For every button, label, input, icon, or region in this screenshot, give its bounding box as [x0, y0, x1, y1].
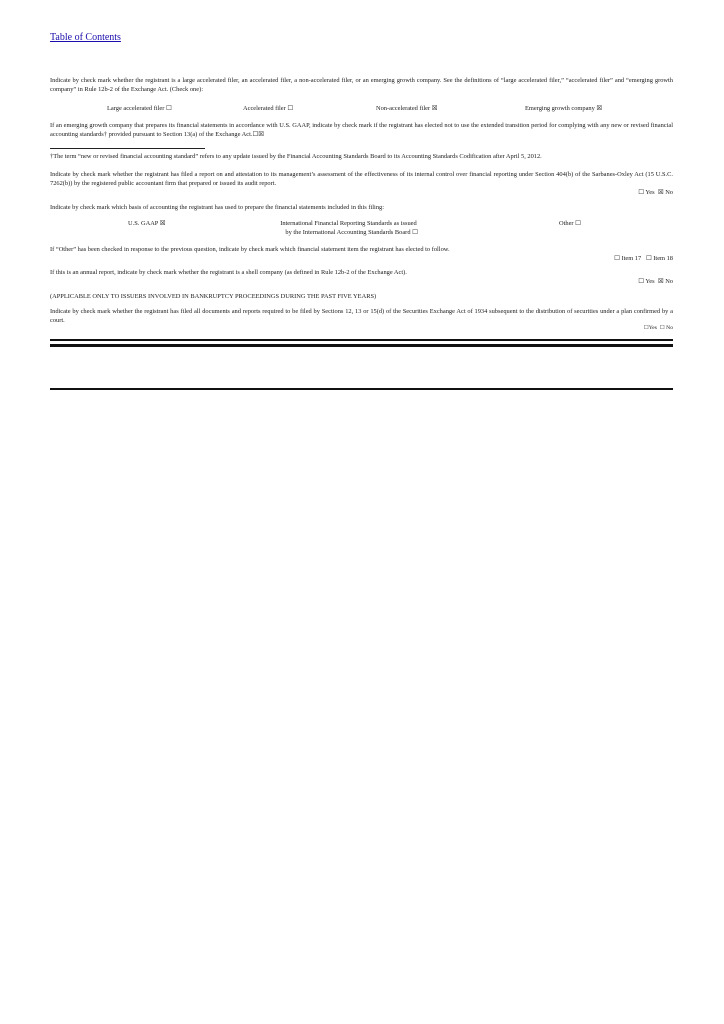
section-divider-double: [50, 344, 673, 347]
icfr-no-checkbox[interactable]: ☒: [657, 189, 664, 196]
bankruptcy-heading: (APPLICABLE ONLY TO ISSUERS INVOLVED IN BANKRUPTCY PROCEEDINGS DURING THE PAST FIVE YEARS): [50, 293, 377, 300]
shell-yes-label: Yes: [645, 278, 655, 285]
page-bottom-divider: [50, 388, 673, 390]
item18-label: Item 18: [653, 255, 673, 262]
ifrs-label-line1: International Financial Reporting Standards as issued: [280, 220, 417, 227]
ifrs-checkbox[interactable]: ☐: [412, 229, 418, 236]
other-basis-checkbox[interactable]: ☐: [575, 220, 581, 227]
emerging-growth-company-option: [525, 104, 602, 113]
shell-yes-checkbox[interactable]: ☐: [638, 278, 644, 285]
filer-status-question: Indicate by check mark whether the registrant is a large accelerated filer, an accelerated filer, a non-accelerated filer, or an emerging growth company. See the definitions of “large accelerated filer,” “accelerated filer” and “emerging growth company” in Rule 12b-2 of the Exchange Act. (Check one):: [50, 77, 673, 93]
accelerated-filer-option: [243, 104, 293, 113]
non-accelerated-filer-label: Non-accelerated filer: [376, 105, 431, 112]
bankruptcy-yes-checkbox[interactable]: ☐: [643, 325, 649, 331]
accelerated-filer-checkbox[interactable]: ☐: [287, 105, 294, 112]
large-accelerated-filer-label: Large accelerated filer: [107, 105, 165, 112]
other-basis-label: Other: [559, 220, 574, 227]
other-item-answer: [614, 254, 673, 263]
egc-transition-checkbox[interactable]: ☐☒: [252, 131, 264, 138]
non-accelerated-filer-option: [376, 104, 437, 113]
egc-transition-question: [50, 121, 673, 139]
ifrs-option: [279, 219, 418, 237]
section-divider-top: [50, 339, 673, 341]
us-gaap-option: [128, 219, 165, 228]
accelerated-filer-label: Accelerated filer: [243, 105, 286, 112]
bankruptcy-question: Indicate by check mark whether the registrant has filed all documents and reports required to be filed by Sections 12, 13 or 15(d) of the Securities Exchange Act of 1934 subsequent to the distribution of securities under a plan confirmed by a court.: [50, 308, 673, 324]
bankruptcy-no-label: No: [666, 325, 673, 331]
icfr-answer: [638, 188, 673, 197]
egc-transition-text: If an emerging growth company that prepares its financial statements in accordance with U.S. GAAP, indicate by check mark if the registrant has elected not to use the extended transition period for complying with any new or revised financial accounting standards† provided pursuant to Section 13(a) of the Exchange Act.: [50, 122, 673, 138]
icfr-question: Indicate by check mark whether the registrant has filed a report on and attestation to its management’s assessment of the effectiveness of its internal control over financial reporting under Section 404(b) of the Sarbanes-Oxley Act (15 U.S.C. 7262(b)) by the registered public accountant firm that prepared or issued its audit report.: [50, 171, 673, 187]
other-item-question: If “Other” has been checked in response to the previous question, indicate by check mark which financial statement item the registrant has elected to follow.: [50, 246, 450, 253]
shell-no-checkbox[interactable]: ☒: [657, 278, 664, 285]
ifrs-label-line2: by the International Accounting Standards Board: [285, 229, 411, 236]
footnote-text: †The term “new or revised financial accounting standard” refers to any update issued by the Financial Accounting Standards Board to its Accounting Standards Codification after April 5, 2012.: [50, 153, 542, 160]
shell-company-question: If this is an annual report, indicate by check mark whether the registrant is a shell company (as defined in Rule 12b-2 of the Exchange Act).: [50, 269, 407, 276]
large-accelerated-filer-checkbox[interactable]: ☐: [165, 105, 172, 112]
footnote-divider: [50, 148, 205, 149]
table-of-contents-link[interactable]: Table of Contents: [50, 32, 121, 43]
bankruptcy-no-checkbox[interactable]: ☐: [659, 325, 665, 331]
icfr-yes-checkbox[interactable]: ☐: [638, 189, 644, 196]
icfr-yes-label: Yes: [645, 189, 655, 196]
item17-checkbox[interactable]: ☐: [614, 255, 620, 262]
shell-company-answer: [638, 277, 673, 286]
accounting-basis-question: Indicate by check mark which basis of accounting the registrant has used to prepare the financial statements included in this filing:: [50, 204, 384, 211]
item18-checkbox[interactable]: ☐: [645, 255, 652, 262]
emerging-growth-company-label: Emerging growth company: [525, 105, 595, 112]
emerging-growth-company-checkbox[interactable]: ☒: [596, 105, 603, 112]
bankruptcy-answer: [644, 324, 673, 333]
non-accelerated-filer-checkbox[interactable]: ☒: [431, 105, 438, 112]
us-gaap-checkbox[interactable]: ☒: [159, 220, 166, 227]
item17-label: Item 17: [621, 255, 642, 262]
large-accelerated-filer-option: [107, 104, 172, 113]
us-gaap-label: U.S. GAAP: [128, 220, 159, 227]
shell-no-label: No: [665, 278, 673, 285]
other-basis-option: [559, 219, 581, 228]
bankruptcy-yes-label: Yes: [648, 325, 657, 331]
icfr-no-label: No: [665, 189, 673, 196]
